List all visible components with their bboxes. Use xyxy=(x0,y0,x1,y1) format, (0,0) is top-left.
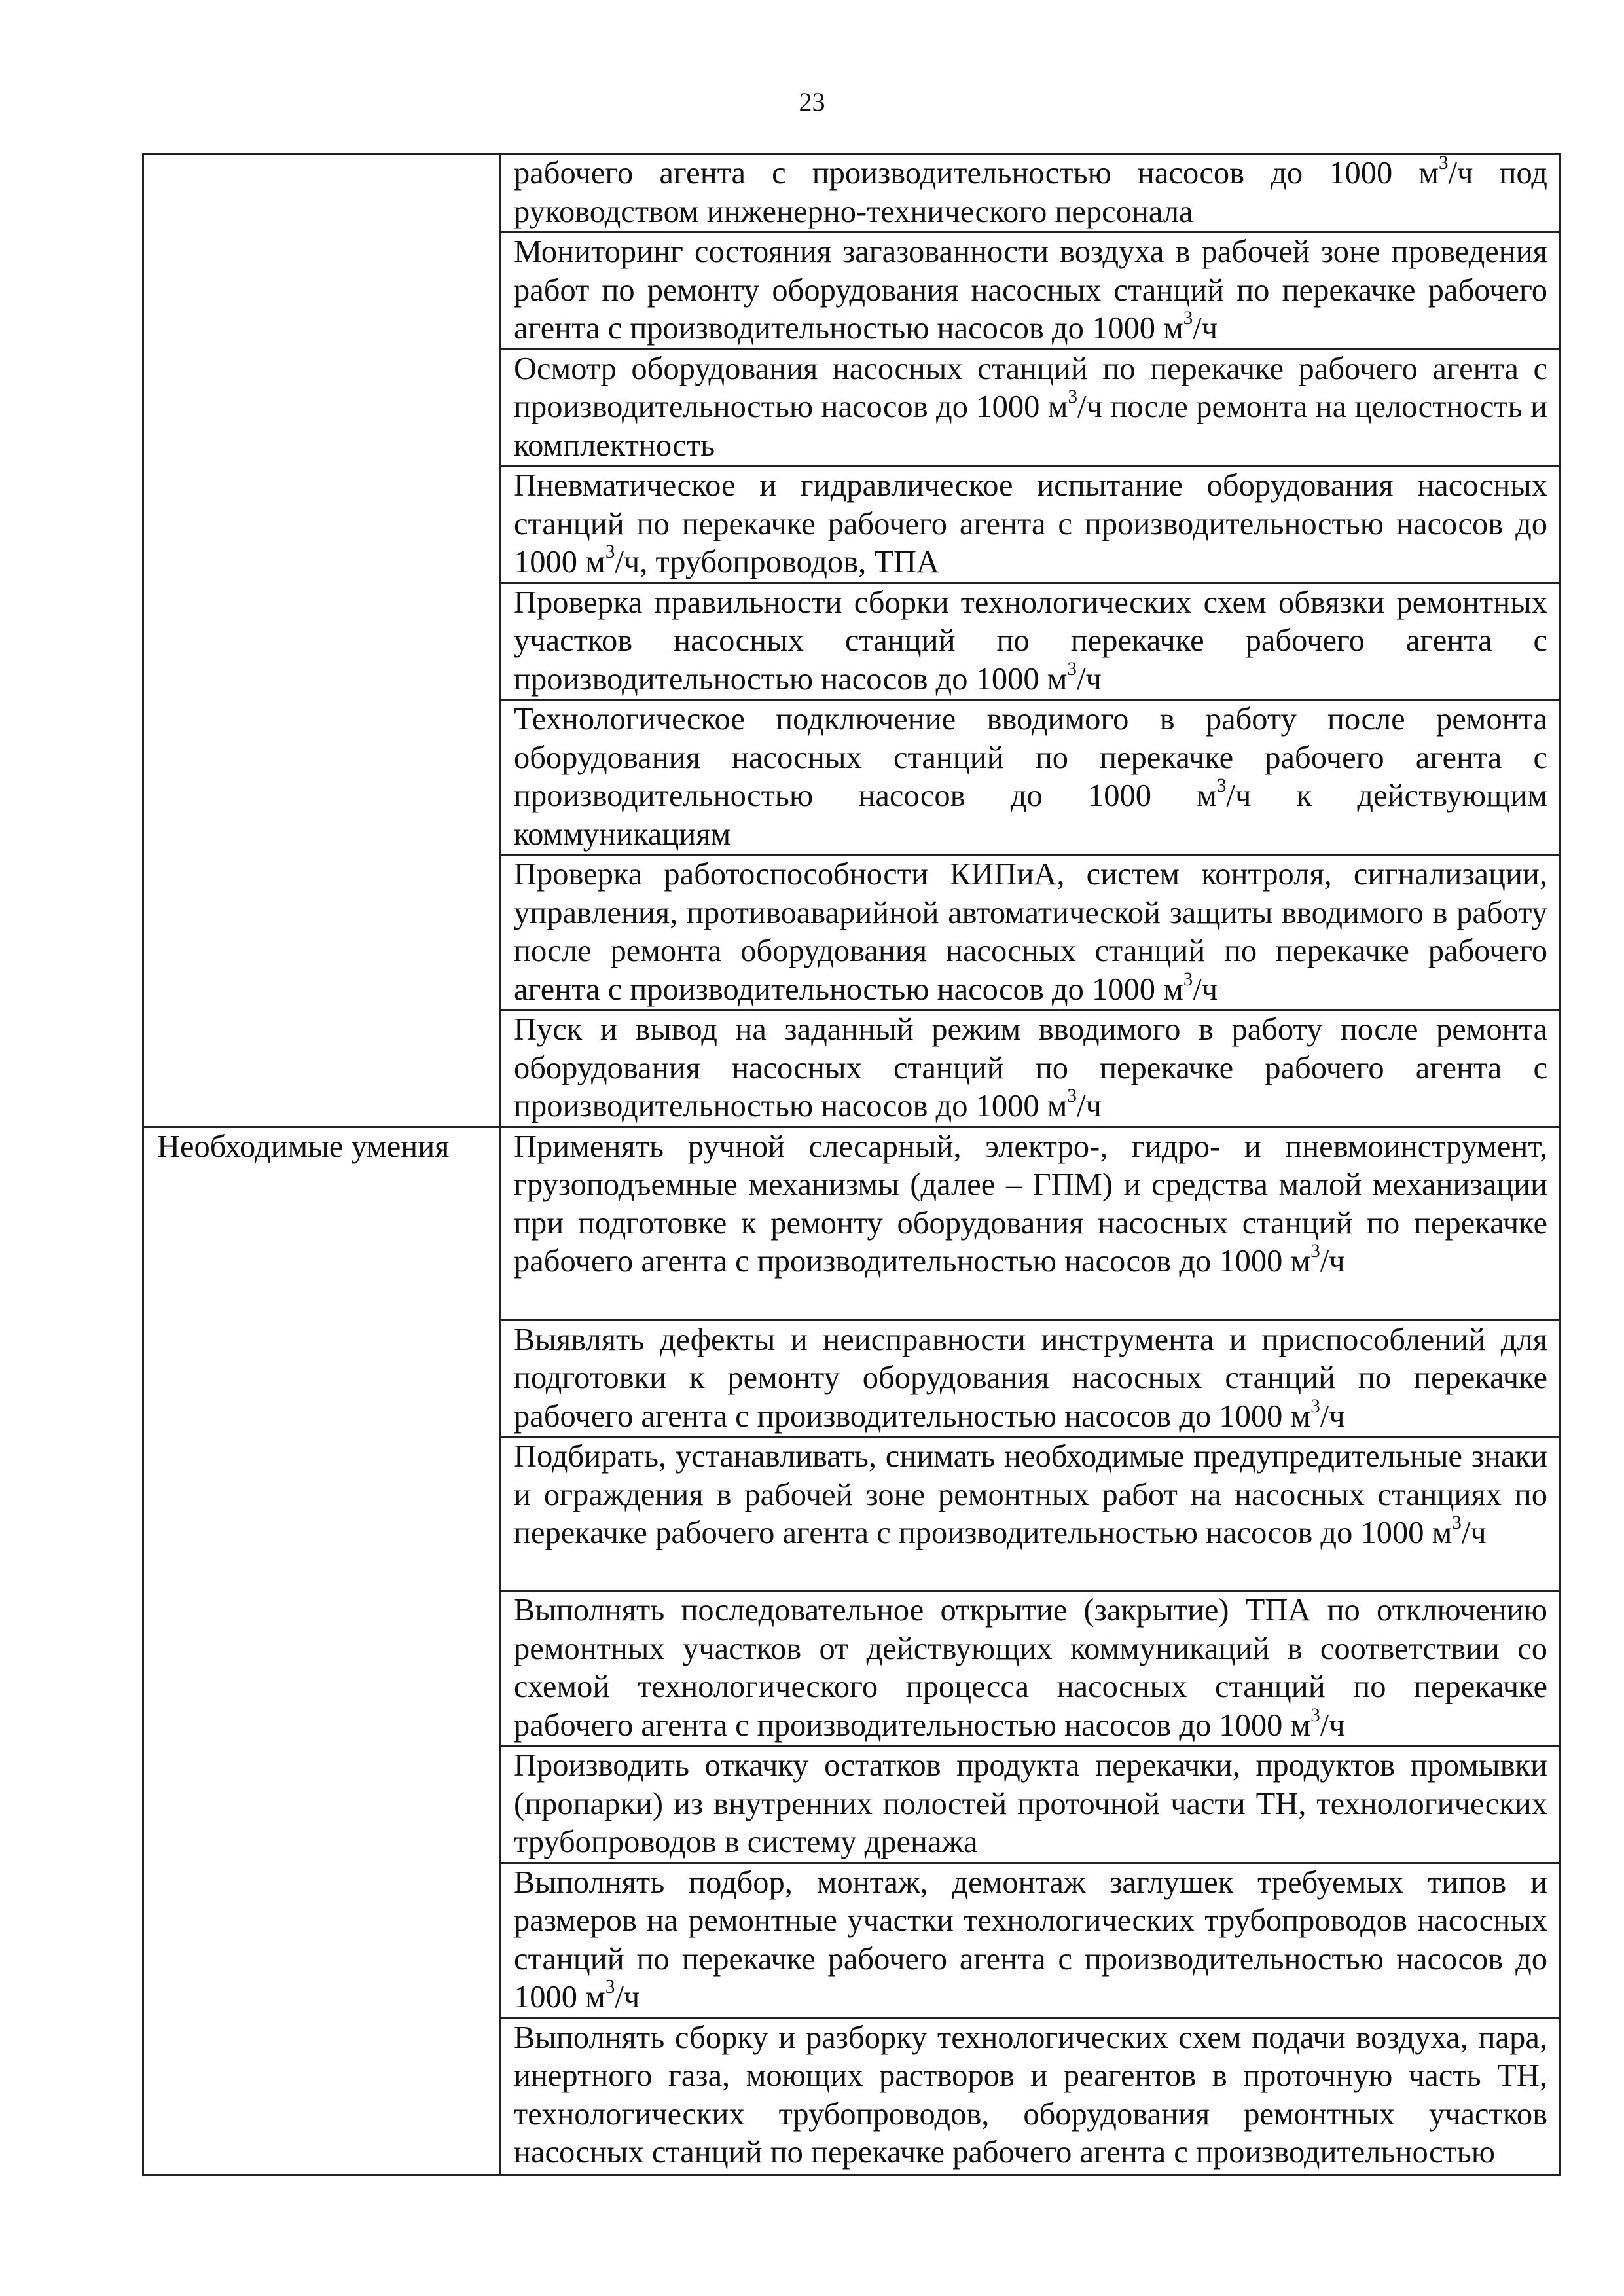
table-cell: Выполнять последовательное открытие (закрытие) ТПА по отключению ремонтных участков от действующих коммуникаций в соответствии со схемой технологического процесса насосных станций по перекачке рабочего агента с производительностью насосов до 1000 $м^3/ч$ xyxy=(500,1591,1561,1746)
table-cell: Технологическое подключение вводимого в работу после ремонта оборудования насосных станций по перекачке рабочего агента с производительностью насосов до 1000 $м^3/ч$ к действующим коммуникациям xyxy=(500,700,1561,855)
section-label-skills: Необходимые умения xyxy=(143,1127,500,2175)
table-cell: Пневматическое и гидравлическое испытание оборудования насосных станций по перекачке рабочего агента с производительностью насосов до 1000 $м^3/ч$, трубопроводов, ТПА xyxy=(500,466,1561,583)
table-cell: Применять ручной слесарный, электро-, гидро- и пневмоинструмент, грузоподъемные механизмы (далее – ГПМ) и средства малой механизации при подготовке к ремонту оборудования насосных станций по перекачке рабочего агента с производительностью насосов до 1000 $м^3/ч$ xyxy=(500,1127,1561,1320)
table-cell: Проверка работоспособности КИПиА, систем контроля, сигнализации, управления, противоаварийной автоматической защиты вводимого в работу после ремонта оборудования насосных станций по перекачке рабочего агента с производительностью насосов до 1000 $м^3/ч$ xyxy=(500,855,1561,1010)
table-cell: Выявлять дефекты и неисправности инструмента и приспособлений для подготовки к ремонту оборудования насосных станций по перекачке рабочего агента с производительностью насосов до 1000 $м^3/ч$ xyxy=(500,1320,1561,1437)
page-number: 23 xyxy=(799,87,825,117)
table-cell: Проверка правильности сборки технологических схем обвязки ремонтных участков насосных станций по перекачке рабочего агента с производительностью насосов до 1000 $м^3/ч$ xyxy=(500,583,1561,700)
table-cell: Выполнять сборку и разборку технологических схем подачи воздуха, пара, инертного газа, моющих растворов и реагентов в проточную часть ТН, технологических трубопроводов, оборудования ремонтных участков насосных станций по перекачке рабочего агента с производительностью xyxy=(500,2018,1561,2175)
table-cell: Осмотр оборудования насосных станций по перекачке рабочего агента с производительностью насосов до 1000 $м^3/ч$ после ремонта на целостность и комплектность xyxy=(500,349,1561,466)
table-cell: Выполнять подбор, монтаж, демонтаж заглушек требуемых типов и размеров на ремонтные участки технологических трубопроводов насосных станций по перекачке рабочего агента с производительностью насосов до 1000 $м^3/ч$ xyxy=(500,1863,1561,2018)
table-cell: рабочего агента с производительностью насосов до 1000 $м^3/ч$ под руководством инженерно-технического персонала xyxy=(500,154,1561,232)
table-cell: Мониторинг состояния загазованности воздуха в рабочей зоне проведения работ по ремонту оборудования насосных станций по перекачке рабочего агента с производительностью насосов до 1000 $м^3/ч$ xyxy=(500,232,1561,350)
section-label-empty xyxy=(143,154,500,1127)
table-row xyxy=(143,1127,1561,1320)
requirements-table xyxy=(142,153,1561,2176)
table-cell: Производить откачку остатков продукта перекачки, продуктов промывки (пропарки) из внутренних полостей проточной части ТН, технологических трубопроводов в систему дренажа xyxy=(500,1746,1561,1863)
table-cell: Подбирать, устанавливать, снимать необходимые предупредительные знаки и ограждения в рабочей зоне ремонтных работ на насосных станциях по перекачке рабочего агента с производительностью насосов до 1000 $м^3/ч$ xyxy=(500,1437,1561,1591)
table-row xyxy=(143,154,1561,232)
table-cell: Пуск и вывод на заданный режим вводимого в работу после ремонта оборудования насосных станций по перекачке рабочего агента с производительностью насосов до 1000 $м^3/ч$ xyxy=(500,1010,1561,1127)
